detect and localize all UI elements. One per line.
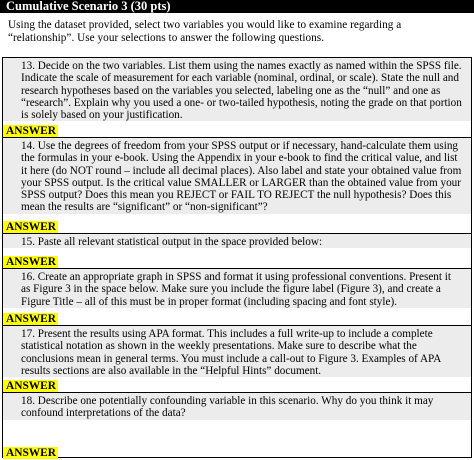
scenario-header: Cumulative Scenario 3 (30 pts) [0,0,474,13]
question-text-15: 15. Paste all relevant statistical output in the space provided below: [3,234,471,248]
question-text-16: 16. Create an appropriate graph in SPSS and format it using professional conventions. Present it as Figure 3 in the space below. Make sure you include the figure label (Figure 3), and create a Figure Title – all of this must be in proper format (including spacing and font style). [3,269,471,308]
question-row-18 [3,393,471,459]
answer-field-17[interactable]: ANSWER [3,380,58,392]
answer-field-16[interactable]: ANSWER [3,313,58,325]
question-text-18: 18. Describe one potentially confounding variable in this scenario. Why do you think it may confound interpretations of the data? [3,393,471,420]
question-text-13: 13. Decide on the two variables. List them using the names exactly as named within the SPSS file. Indicate the scale of measurement for each variable (nominal, ordinal, or scale). State the null and research hypotheses based on the variables you selected, labeling one as the “null” and one as “research”. Explain why you used a one- or two-tailed hypothesis, noting the grade on that portion is solely based on your justification. [3,58,471,121]
question-text-17: 17. Present the results using APA format. This includes a full write-up to include a complete statistical notation as shown in the weekly presentations. Make sure to describe what the conclusions mean in general terms. You must include a call-out to Figure 3. Examples of APA results sections are also available in the “Helpful Hints” document. [3,326,471,377]
question-row-17 [3,326,471,393]
answer-field-15[interactable]: ANSWER [3,256,58,268]
questions-table [2,57,472,458]
question-row-16 [3,269,471,326]
question-row-15 [3,234,471,269]
question-row-14 [3,138,471,234]
intro-text: Using the dataset provided, select two variables you would like to examine regarding a “relationship”. Use your selections to answer the following questions. [8,19,402,45]
answer-field-13[interactable]: ANSWER [3,125,58,137]
question-text-14: 14. Use the degrees of freedom from your SPSS output or if necessary, hand-calculate them using the formulas in your e-book. Using the Appendix in your e-book to find the critical value, and list it here (do NOT round – include all decimal places). Also label and state your obtained value from your SPSS output. Is the critical value SMALLER or LARGER than the obtained value from your SPSS output? Does this mean you REJECT or FAIL TO REJECT the null hypothesis? Does this mean the results are “significant” or “non-significant”? [3,138,471,214]
answer-field-18[interactable]: ANSWER [3,447,58,459]
question-row-13 [3,58,471,138]
answer-field-14[interactable]: ANSWER [3,221,58,233]
